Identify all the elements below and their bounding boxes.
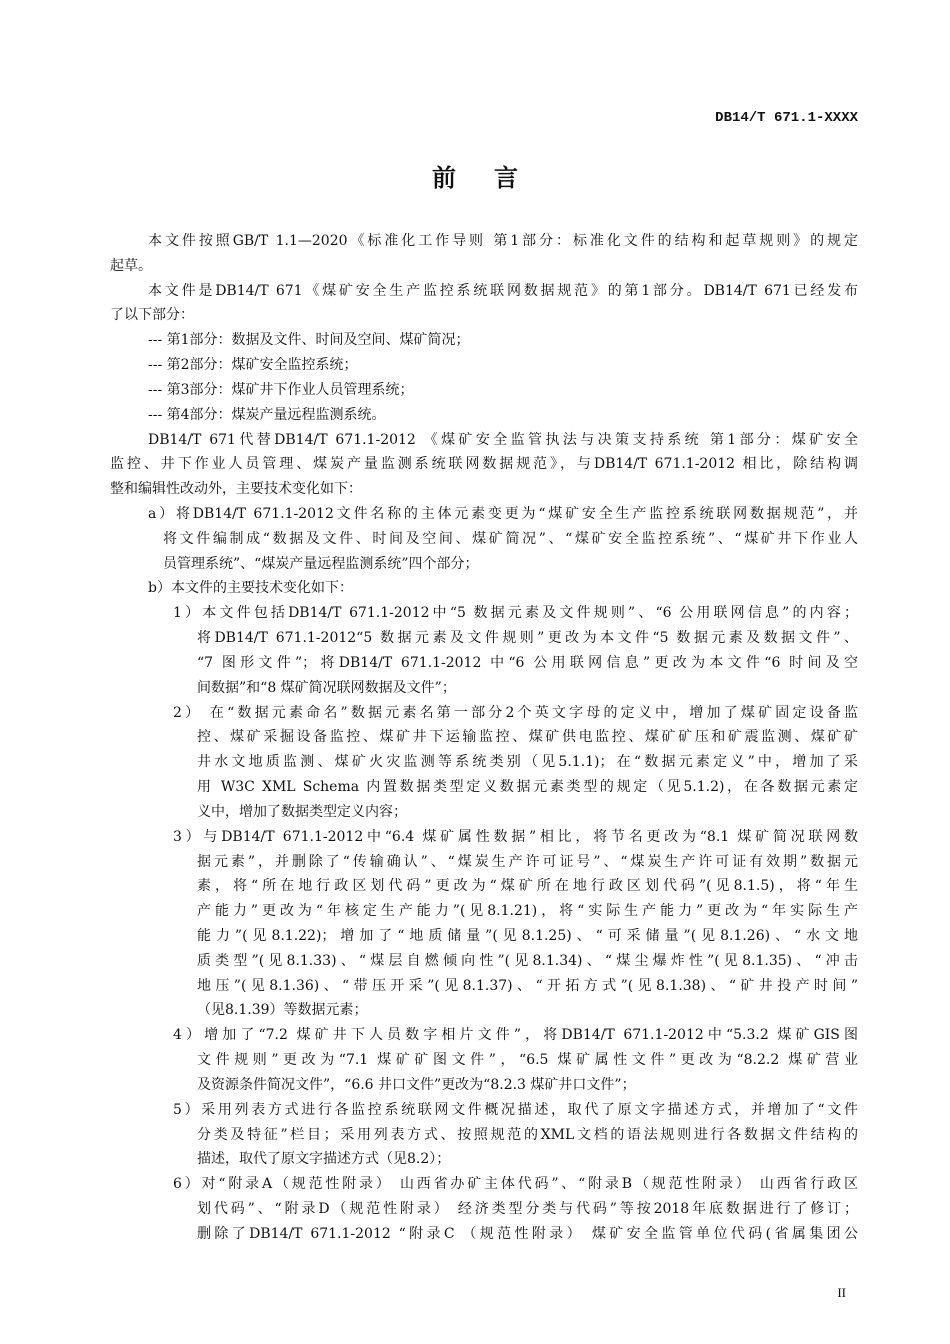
paragraph-12-line: 产能力”更改为“年核定生产能力”(见8.1.21)，将“实际生产能力”更改为“年实际生产 [197,903,858,920]
paragraph-13-line: 文件规则”更改为“7.1 煤矿矿图文件”，“6.5 煤矿属性文件”更改为“8.2.2 煤矿营业 [197,1052,858,1069]
paragraph-4-line: --- 第2部分：煤矿安全监控系统； [148,357,358,374]
paragraph-9-line: b）本文件的主要技术变化如下： [148,580,353,597]
paragraph-13-line: 4）增加了“7.2 煤矿井下人员数字相片文件”，将DB14/T 671.1-2012中“5.3.2 煤矿GIS图 [173,1027,858,1044]
paragraph-8-line: 将文件编制成“数据及文件、时间及空间、煤矿简况”、“煤矿安全监控系统”、“煤矿井下作业人 [163,530,858,547]
paragraph-1-line: 本文件按照GB/T 1.1—2020《标准化工作导则 第1部分：标准化文件的结构和起草规则》的规定 [148,233,858,249]
paragraph-14-line: 分类及特征”栏目；采用列表方式、按照规范的XML文档的语法规则进行各数据文件结构的 [197,1126,858,1143]
page-title: 前言 [432,164,556,192]
paragraph-10-line: 间数据”和“8 煤矿简况联网数据及文件”； [197,679,456,696]
paragraph-12-line: 素，将“所在地行政区划代码”更改为“煤矿所在地行政区划代码”(见8.1.5)，将“年生 [197,878,858,895]
paragraph-12-line: 质类型”(见8.1.33)、“煤层自燃倾向性”(见8.1.34)、“煤尘爆炸性”(见8.1.35)、“冲击 [197,952,858,969]
paragraph-7-line: DB14/T 671代替DB14/T 671.1-2012 《煤矿安全监管执法与决策支持系统 第1部分：煤矿安全 [148,431,858,448]
paragraph-14-line: 描述，取代了原文字描述方式（见8.2）； [197,1151,451,1168]
paragraph-11-line: 用 W3C XML Schema 内置数据类型定义数据元素类型的规定（见5.1.2)，在各数据元素定 [197,779,858,796]
paragraph-8-line: 员管理系统”、“煤炭产量远程监测系统”四个部分； [163,555,479,572]
paragraph-11-line: 义中，增加了数据类型定义内容； [197,803,407,820]
paragraph-8-line: a）将DB14/T 671.1-2012文件名称的主体元素变更为“煤矿安全生产监控系统联网数据规范”，并 [148,506,858,523]
paragraph-12-line: （见8.1.39）等数据元素； [197,1002,368,1019]
paragraph-12-line: 能力”(见8.1.22)；增加了“地质储量”(见8.1.25)、“可采储量”(见8.1.26)、“水文地 [197,927,858,944]
paragraph-10-line: 将DB14/T 671.1-2012“5 数据元素及文件规则”更改为本文件“5 数据元素及数据文件”、 [197,630,858,647]
paragraph-6-line: --- 第4部分：煤炭产量远程监测系统。 [148,406,386,423]
paragraph-2-line: 了以下部分： [110,307,194,324]
paragraph-1-line: 起草。 [110,257,152,274]
paragraph-11-line: 2） 在“数据元素命名”数据元素名第一部分2个英文字母的定义中，增加了煤矿固定设备监 [173,704,858,721]
paragraph-15-line: 删除了DB14/T 671.1-2012 “附录C （规范性附录） 煤矿安全监管单位代码(省属集团公 [197,1225,858,1242]
paragraph-12-line: 据元素”，并删除了“传输确认”、“煤炭生产许可证号”、“煤炭生产许可证有效期”数据元 [197,853,858,870]
paragraph-12-line: 地压”(见8.1.36)、“带压开采”(见8.1.37)、“开拓方式”(见8.1.38)、“矿井投产时间” [197,977,858,994]
document-code: DB14/T 671.1-XXXX [715,110,858,126]
paragraph-15-line: 6）对“附录A（规范性附录） 山西省办矿主体代码”、“附录B（规范性附录） 山西省行政区 [173,1176,858,1193]
paragraph-11-line: 井水文地质监测、煤矿火灾监测等系统类别（见5.1.1)；在“数据元素定义”中，增加了采 [197,754,858,771]
paragraph-11-line: 控、煤矿采掘设备监控、煤矿井下运输监控、煤矿供电监控、煤矿矿压和矿震监测、煤矿矿 [197,729,858,746]
page-number: II [837,1285,846,1300]
paragraph-10-line: 1）本文件包括DB14/T 671.1-2012中“5 数据元素及文件规则”、“6 公用联网信息”的内容； [173,605,858,622]
paragraph-15-line: 划代码”、“附录D（规范性附录） 经济类型分类与代码”等按2018年底数据进行了修订； [197,1200,858,1217]
paragraph-7-line: 整和编辑性改动外，主要技术变化如下： [110,481,362,498]
paragraph-7-line: 监控、井下作业人员管理、煤炭产量监测系统联网数据规范》，与DB14/T 671.1-2012 相比，除结构调 [110,456,858,473]
paragraph-3-line: --- 第1部分：数据及文件、时间及空间、煤矿简况； [148,332,470,349]
paragraph-5-line: --- 第3部分：煤矿井下作业人员管理系统； [148,381,414,398]
paragraph-2-line: 本文件是DB14/T 671《煤矿安全生产监控系统联网数据规范》的第1部分。DB14/T 671已经发布 [148,282,858,299]
paragraph-13-line: 及资源条件简况文件”，“6.6 井口文件”更改为“8.2.3 煤矿井口文件”； [197,1076,636,1093]
paragraph-10-line: “7 图形文件”；将DB14/T 671.1-2012 中“6 公用联网信息”更改为本文件“6 时间及空 [197,654,858,671]
paragraph-14-line: 5）采用列表方式进行各监控系统联网文件概况描述，取代了原文字描述方式，并增加了“文件 [173,1101,858,1118]
paragraph-12-line: 3）与DB14/T 671.1-2012中“6.4 煤矿属性数据”相比，将节名更改为“8.1 煤矿简况联网数 [173,828,858,845]
